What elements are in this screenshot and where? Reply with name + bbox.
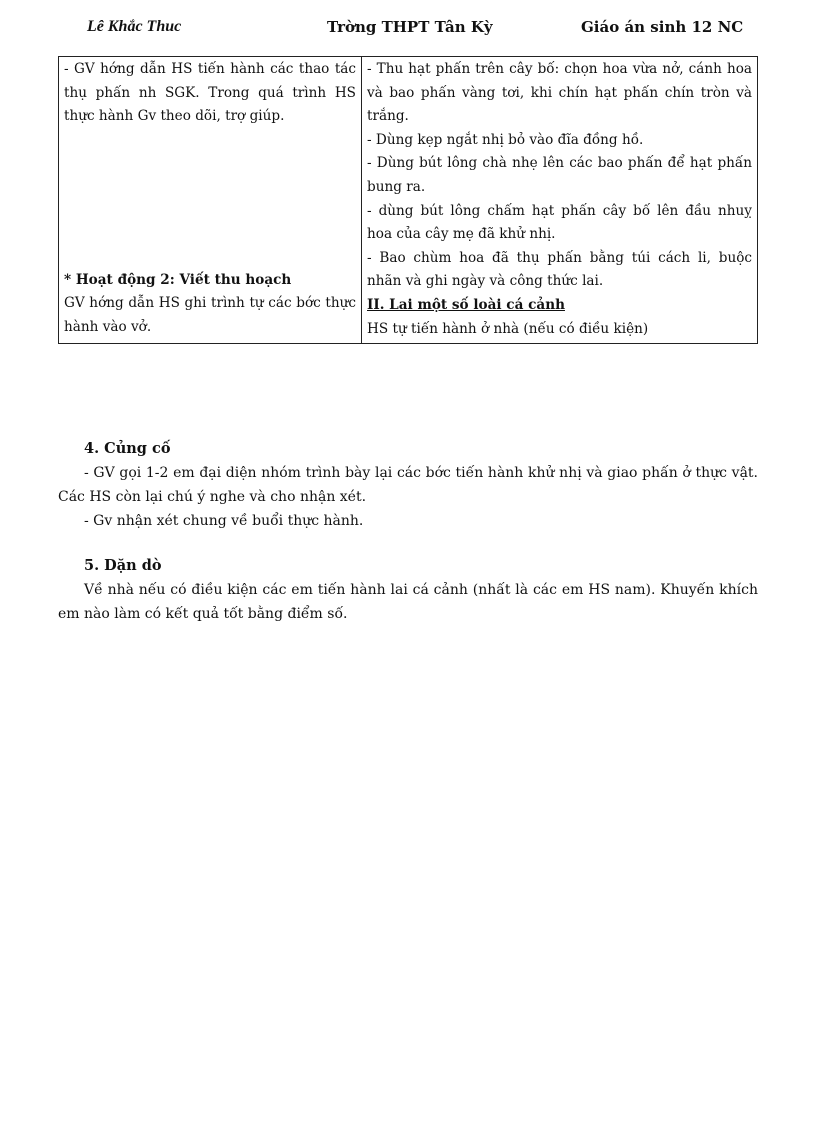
- activity1-text: - GV hớng dẫn HS tiến hành các thao tác thụ phấn nh SGK. Trong quá trình HS thực hành Gv theo dõi, trợ giúp.: [64, 61, 356, 125]
- step-5: - Bao chùm hoa đã thụ phấn bằng túi cách li, buộc nhãn và ghi ngày và công thức lai.: [367, 249, 752, 290]
- header-school: Trờng THPT Tân Kỳ: [327, 18, 493, 36]
- activity2-title: * Hoạt động 2: Viết thu hoạch: [64, 271, 292, 288]
- teacher-activity-cell: [59, 57, 362, 344]
- page-header: [0, 18, 816, 42]
- homework-section: [58, 554, 758, 626]
- spacer: [64, 129, 356, 269]
- content-cell: [362, 57, 758, 344]
- activity2-text: GV hớng dẫn HS ghi trình tự các bớc thực hành vào vở.: [64, 295, 356, 335]
- header-author: Lê Khắc Thuc: [87, 18, 182, 35]
- step-2: - Dùng kẹp ngắt nhị bỏ vào đĩa đồng hồ.: [367, 131, 644, 148]
- homework-title: 5. Dặn dò: [84, 557, 162, 574]
- lesson-table: [58, 56, 758, 344]
- step-4: - dùng bút lông chấm hạt phấn cây bố lên đầu nhuỵ hoa của cây mẹ đã khử nhị.: [367, 202, 752, 243]
- table-row: [59, 57, 758, 344]
- consolidation-line-2: - Gv nhận xét chung về buổi thực hành.: [84, 513, 364, 529]
- section2-title: II. Lai một số loài cá cảnh: [367, 296, 565, 313]
- consolidation-section: [58, 437, 758, 533]
- section2-text: HS tự tiến hành ở nhà (nếu có điều kiện): [367, 320, 649, 337]
- homework-text: Về nhà nếu có điều kiện các em tiến hành lai cá cảnh (nhất là các em HS nam). Khuyến khích em nào làm có kết quả tốt bằng điểm số.: [58, 582, 758, 622]
- step-3: - Dùng bút lông chà nhẹ lên các bao phấn để hạt phấn bung ra.: [367, 155, 752, 195]
- header-subject: Giáo án sinh 12 NC: [581, 18, 744, 36]
- consolidation-title: 4. Củng cố: [84, 440, 171, 457]
- step-1: - Thu hạt phấn trên cây bố: chọn hoa vừa nở, cánh hoa và bao phấn vàng tơi, khi chín hạt phấn chín tròn và trắng.: [367, 61, 752, 125]
- consolidation-line-1: - GV gọi 1-2 em đại diện nhóm trình bày lại các bớc tiến hành khử nhị và giao phấn ở thực vật. Các HS còn lại chú ý nghe và cho nhận xét.: [58, 465, 758, 505]
